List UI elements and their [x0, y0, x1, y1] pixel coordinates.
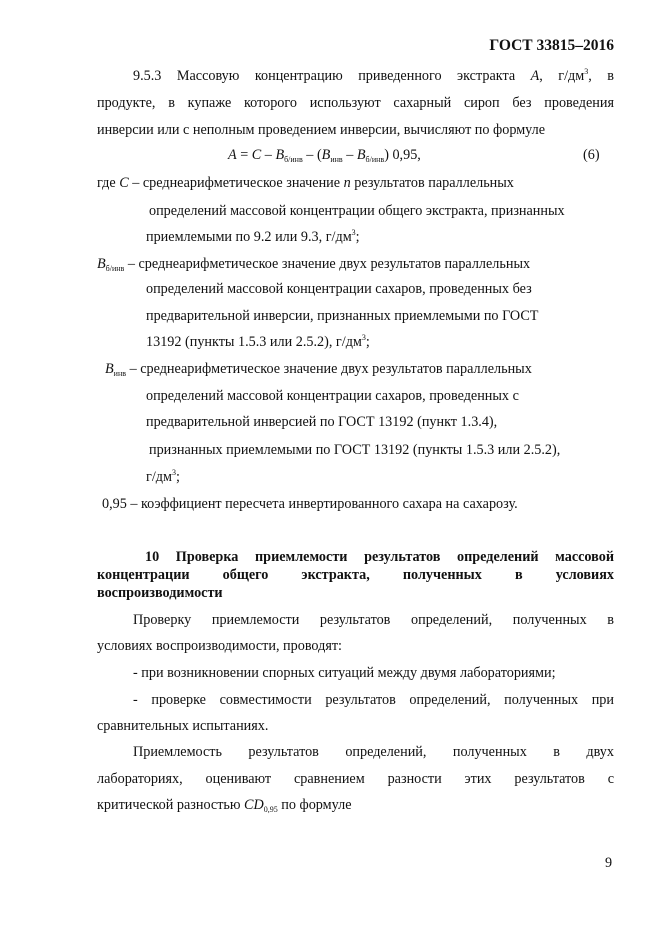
where-coefficient-line: 0,95 – коэффициент пересчета инвертированного сахара на сахарозу. [102, 496, 518, 512]
list-item: - проверке совместимости результатов определений, полученных при [133, 692, 614, 708]
page-number: 9 [605, 855, 613, 871]
section-heading: воспроизводимости [97, 585, 223, 601]
paragraph-line: лабораториях, оценивают сравнением разности этих результатов с [97, 771, 614, 787]
paragraph-line: признанных приемлемыми по ГОСТ 13192 (пункты 1.5.3 или 2.5.2), [149, 442, 561, 458]
paragraph-line: продукте, в купаже которого используют сахарный сироп без проведения [97, 95, 614, 111]
paragraph-line: Проверку приемлемости результатов определений, полученных в [133, 612, 614, 628]
paragraph-line: определений массовой концентрации сахаров, проведенных без [146, 281, 532, 297]
where-b2-line: $В_{инв}$ – среднеарифметическое значение двух результатов параллельных [105, 361, 532, 378]
section-heading: концентрации общего экстракта, полученных в условиях [97, 567, 614, 583]
paragraph-line: $г/дм^3$; [146, 468, 180, 485]
paragraph-line: условиях воспроизводимости, проводят: [97, 638, 343, 654]
paragraph-line: предварительной инверсии, признанных приемлемыми по ГОСТ [146, 308, 539, 324]
paragraph-line: определений массовой концентрации общего экстракта, признанных [149, 203, 565, 219]
where-b1-line: $В_{б/инв}$ – среднеарифметическое значение двух результатов параллельных [97, 256, 531, 273]
paragraph-line: 9.5.3 Массовую концентрацию приведенного экстракта А, $г/дм^3$, в [133, 67, 614, 84]
formula-number: (6) [583, 147, 600, 163]
list-item: - при возникновении спорных ситуаций между двумя лабораториями; [133, 665, 556, 681]
paragraph-line: сравнительных испытаниях. [97, 718, 269, 734]
section-heading: 10 Проверка приемлемости результатов определений массовой [145, 549, 614, 565]
paragraph-line: предварительной инверсией по ГОСТ 13192 (пункт 1.3.4), [146, 414, 498, 430]
paragraph-line: инверсии или с неполным проведением инверсии, вычисляют по формуле [97, 122, 546, 138]
where-c-line: где С – среднеарифметическое значение n результатов параллельных [97, 175, 514, 191]
paragraph-line: 13192 (пункты 1.5.3 или 2.5.2), $г/дм^3$; [146, 333, 370, 350]
document-id: ГОСТ 33815–2016 [489, 37, 614, 54]
paragraph-line: приемлемыми по 9.2 или 9.3, $г/дм^3$; [146, 228, 360, 245]
paragraph-line: Приемлемость результатов определений, полученных в двух [133, 744, 614, 760]
paragraph-line: определений массовой концентрации сахаров, проведенных с [146, 388, 519, 404]
formula-6: $А = С - В_{б/инв} - (В_{инв} - В_{б/инв})$ 0,95, [228, 147, 421, 164]
paragraph-line: критической разностью $CD_{0,95}$ по формуле [97, 797, 352, 814]
